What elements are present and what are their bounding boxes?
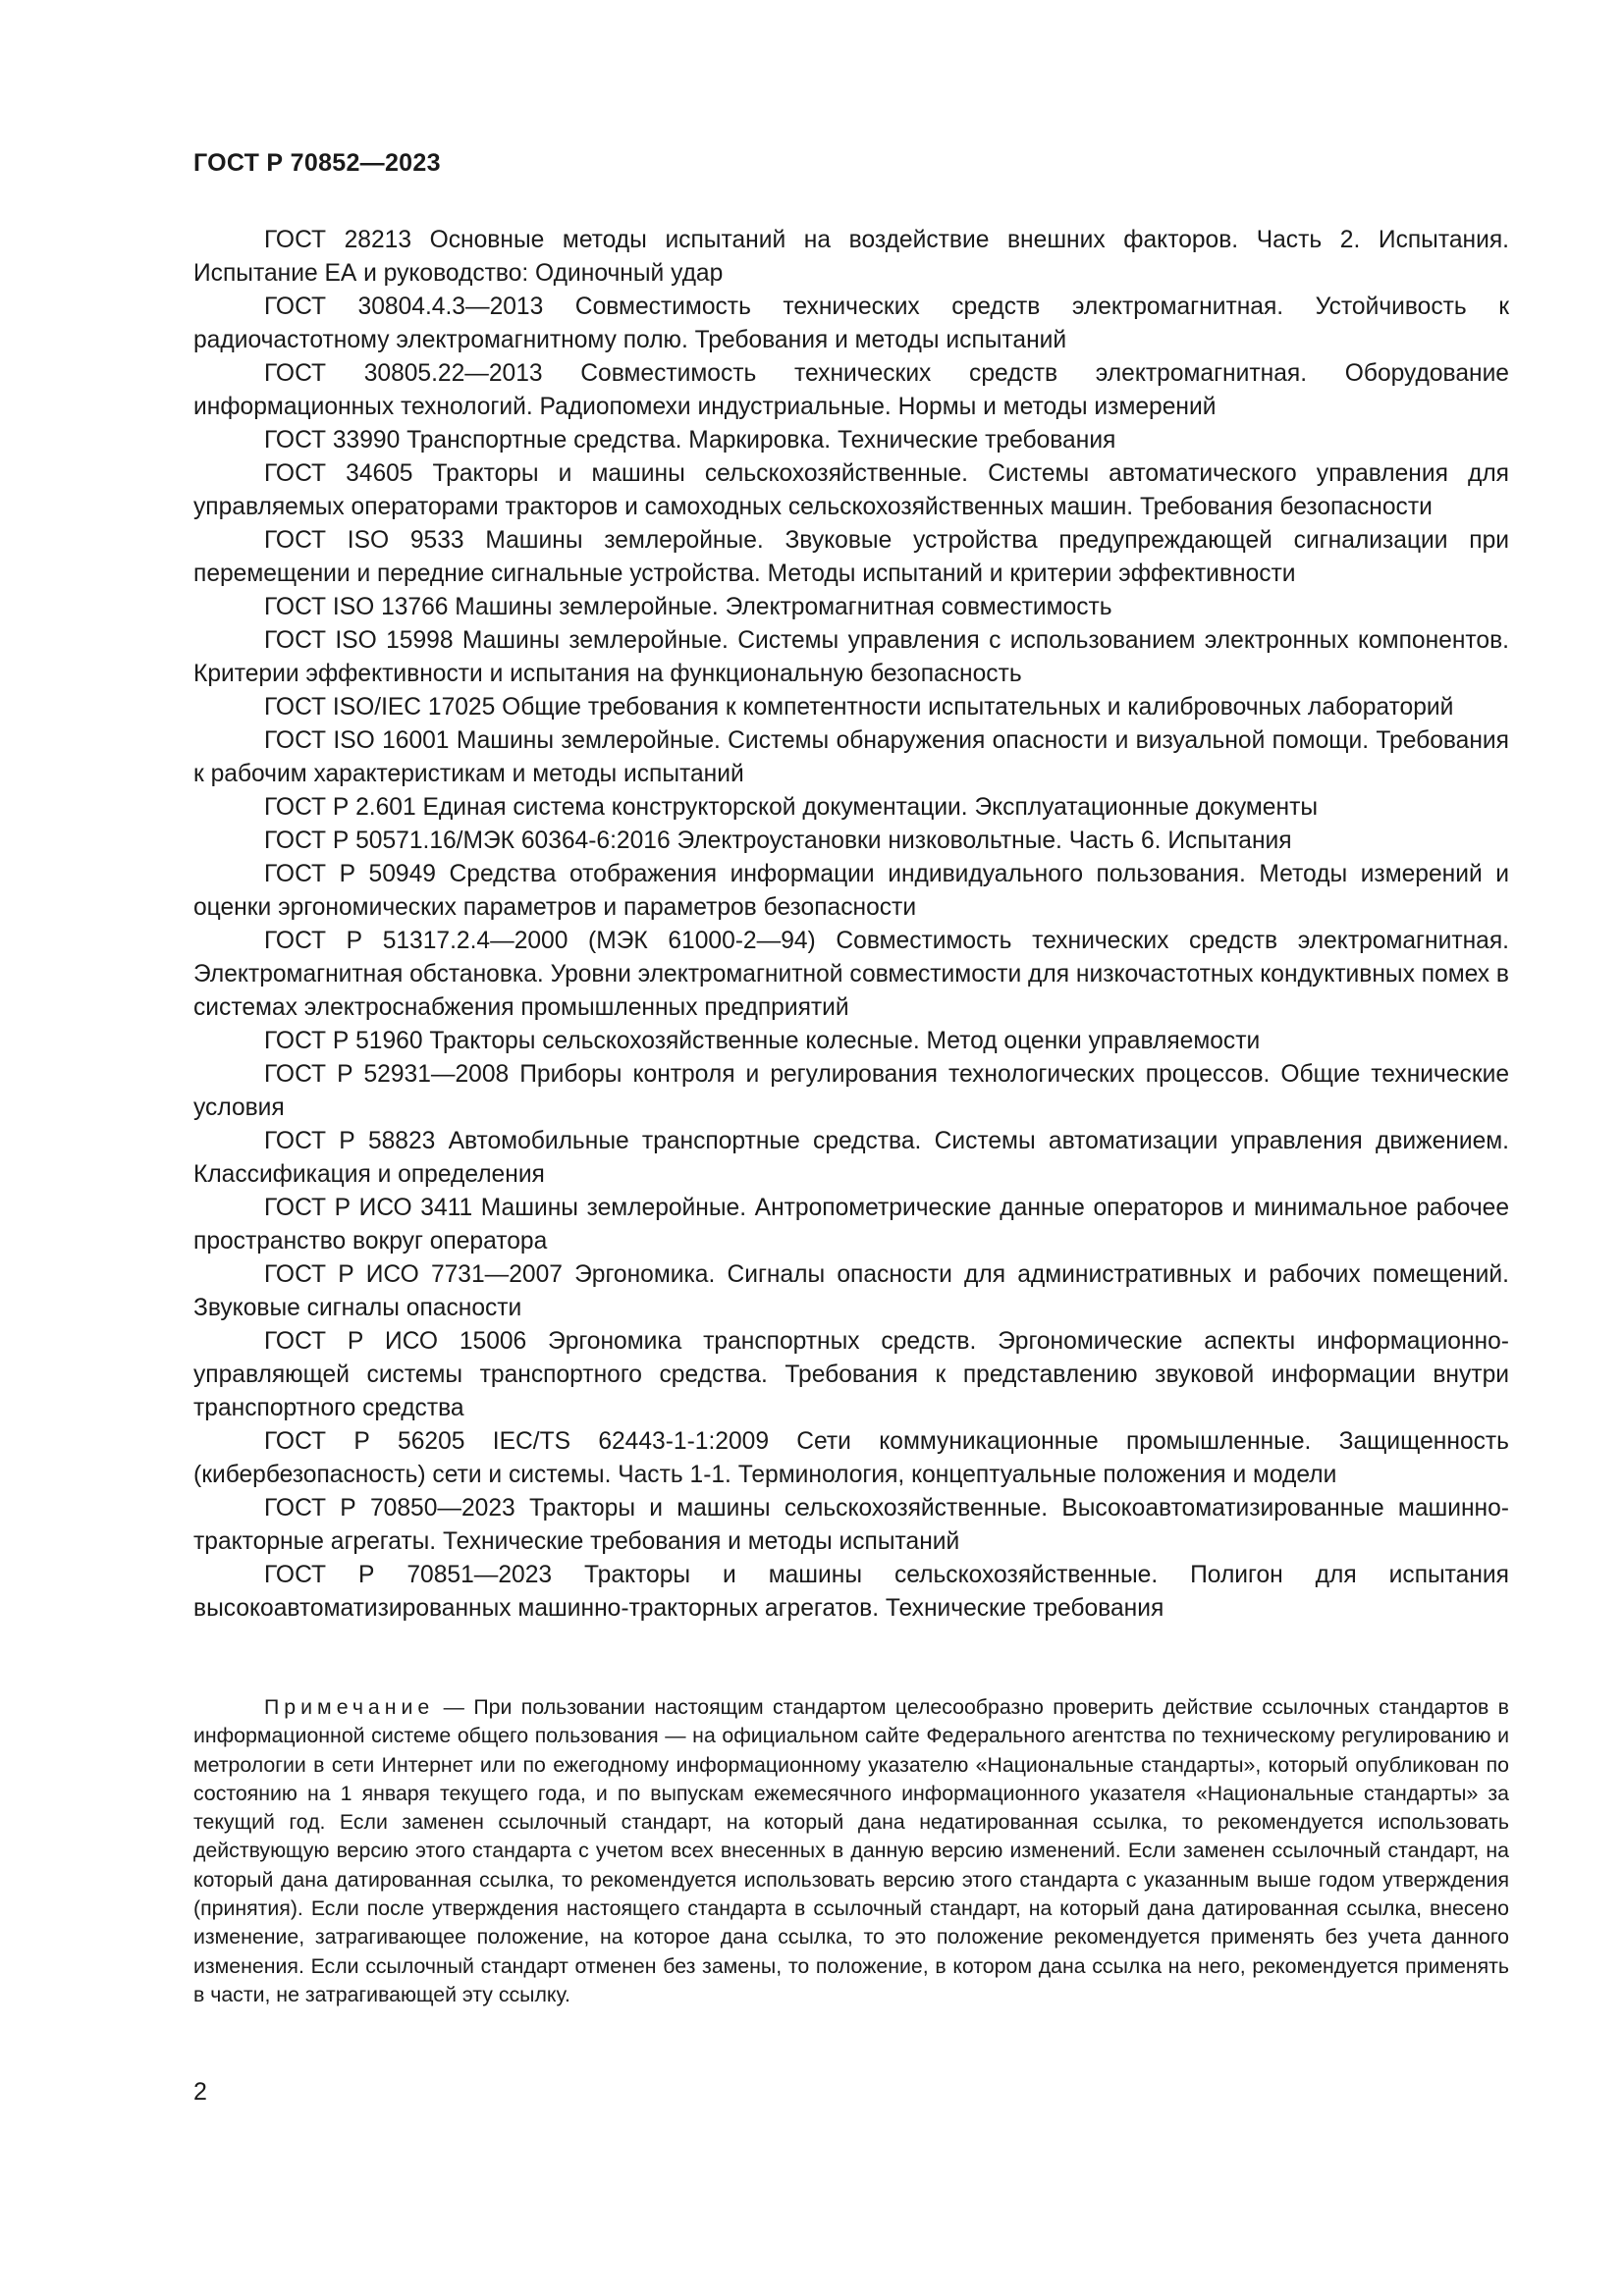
reference-item: ГОСТ Р 70851—2023 Тракторы и машины сельскохозяйственные. Полигон для испытания высокоавтоматизированных машинно-тракторных агрегатов. Технические требования [193,1562,1509,1622]
reference-item: ГОСТ Р 52931—2008 Приборы контроля и регулирования технологических процессов. Общие технические условия [193,1061,1509,1121]
note-paragraph: Примечание — При пользовании настоящим стандартом целесообразно проверить действие ссылочных стандартов в информационной системе общего пользования — на официальном сайте Федерального агентства по техническому регулированию и метрологии в сети Интернет или по ежегодному информационному указателю «Национальные стандарты», который опубликован по состоянию на 1 января текущего года, и по выпускам ежемесячного информационного указателя «Национальные стандарты» за текущий год. Если заменен ссылочный стандарт, на который дана недатированная ссылка, то рекомендуется использовать действующую версию этого стандарта с учетом всех внесенных в данную версию изменений. Если заменен ссылочный стандарт, на который дана датированная ссылка, то рекомендуется использовать версию этого стандарта с указанным выше годом утверждения (принятия). Если после утверждения настоящего стандарта в ссылочный стандарт, на который дана датированная ссылка, внесено изменение, затрагивающее положение, на которое дана ссылка, то это положение рекомендуется применять без учета данного изменения. Если ссылочный стандарт отменен без замены, то положение, в котором дана ссылка на него, рекомендуется применять в части, не затрагивающей эту ссылку. [193,1695,1509,2006]
reference-item: ГОСТ Р 56205 IEC/TS 62443-1-1:2009 Сети коммуникационные промышленные. Защищенность (кибербезопасность) сети и системы. Часть 1-1. Терминология, концептуальные положения и модели [193,1428,1509,1488]
reference-item: ГОСТ Р ИСО 3411 Машины землеройные. Антропометрические данные операторов и минимальное рабочее пространство вокруг оператора [193,1195,1509,1255]
reference-item: ГОСТ 33990 Транспортные средства. Маркировка. Технические требования [264,427,1116,454]
reference-item: ГОСТ Р 2.601 Единая система конструкторской документации. Эксплуатационные документы [264,794,1319,821]
page-number: 2 [193,2078,207,2106]
reference-item: ГОСТ Р ИСО 7731—2007 Эргономика. Сигналы опасности для административных и рабочих помещений. Звуковые сигналы опасности [193,1261,1509,1321]
reference-item: ГОСТ 34605 Тракторы и машины сельскохозяйственные. Системы автоматического управления для управляемых операторами тракторов и самоходных сельскохозяйственных машин. Требования безопасности [193,460,1509,520]
reference-item: ГОСТ ISO 15998 Машины землеройные. Системы управления с использованием электронных компонентов. Критерии эффективности и испытания на функциональную безопасность [193,627,1509,687]
reference-item: ГОСТ Р 70850—2023 Тракторы и машины сельскохозяйственные. Высокоавтоматизированные машинно-тракторные агрегаты. Технические требования и методы испытаний [193,1495,1509,1555]
reference-item: ГОСТ 28213 Основные методы испытаний на воздействие внешних факторов. Часть 2. Испытания. Испытание ЕА и руководство: Одиночный удар [193,227,1509,287]
reference-item: ГОСТ ISO 13766 Машины землеройные. Электромагнитная совместимость [264,594,1112,620]
reference-item: ГОСТ ISO/IEC 17025 Общие требования к компетентности испытательных и калибровочных лабораторий [264,694,1454,721]
normative-references-list [193,224,1509,1626]
reference-item: ГОСТ Р 58823 Автомобильные транспортные средства. Системы автоматизации управления движением. Классификация и определения [193,1128,1509,1188]
reference-item: ГОСТ 30804.4.3—2013 Совместимость технических средств электромагнитная. Устойчивость к радиочастотному электромагнитному полю. Требования и методы испытаний [193,294,1509,353]
note-label: Примечание [264,1695,435,1719]
reference-item: ГОСТ Р 51960 Тракторы сельскохозяйственные колесные. Метод оценки управляемости [264,1028,1261,1054]
reference-item: ГОСТ Р 51317.2.4—2000 (МЭК 61000-2—94) Совместимость технических средств электромагнитная. Электромагнитная обстановка. Уровни электромагнитной совместимости для низкочастотных кондуктивных помех в системах электроснабжения промышленных предприятий [193,928,1509,1021]
reference-item: ГОСТ Р ИСО 15006 Эргономика транспортных средств. Эргономические аспекты информационно-управляющей системы транспортного средства. Требования к представлению звуковой информации внутри транспортного средства [193,1328,1509,1421]
note-text: При пользовании настоящим стандартом целесообразно проверить действие ссылочных стандартов в информационной системе общего пользования — на официальном сайте Федерального агентства по техническому регулированию и метрологии в сети Интернет или по ежегодному информационному указателю «Национальные стандарты», который опубликован по состоянию на 1 января текущего года, и по выпускам ежемесячного информационного указателя «Национальные стандарты» за текущий год. Если заменен ссылочный стандарт, на который дана недатированная ссылка, то рекомендуется использовать действующую версию этого стандарта с учетом всех внесенных в данную версию изменений. Если заменен ссылочный стандарт, на который дана датированная ссылка, то рекомендуется использовать версию этого стандарта с указанным выше годом утверждения (принятия). Если после утверждения настоящего стандарта в ссылочный стандарт, на который дана датированная ссылка, внесено изменение, затрагивающее положение, на которое дана ссылка, то это положение рекомендуется применять без учета данного изменения. Если ссылочный стандарт отменен без замены, то положение, в котором дана ссылка на него, рекомендуется применять в части, не затрагивающей эту ссылку. [193,1695,1509,2006]
reference-item: ГОСТ Р 50571.16/МЭК 60364-6:2016 Электроустановки низковольтные. Часть 6. Испытания [264,828,1292,854]
reference-item: ГОСТ ISO 9533 Машины землеройные. Звуковые устройства предупреждающей сигнализации при перемещении и передние сигнальные устройства. Методы испытаний и критерии эффективности [193,527,1509,587]
reference-item: ГОСТ Р 50949 Средства отображения информации индивидуального пользования. Методы измерений и оценки эргономических параметров и параметров безопасности [193,861,1509,921]
reference-item: ГОСТ 30805.22—2013 Совместимость технических средств электромагнитная. Оборудование информационных технологий. Радиопомехи индустриальные. Нормы и методы измерений [193,360,1509,420]
reference-item: ГОСТ ISO 16001 Машины землеройные. Системы обнаружения опасности и визуальной помощи. Требования к рабочим характеристикам и методы испытаний [193,727,1509,787]
document-code-header: ГОСТ Р 70852—2023 [193,149,441,177]
